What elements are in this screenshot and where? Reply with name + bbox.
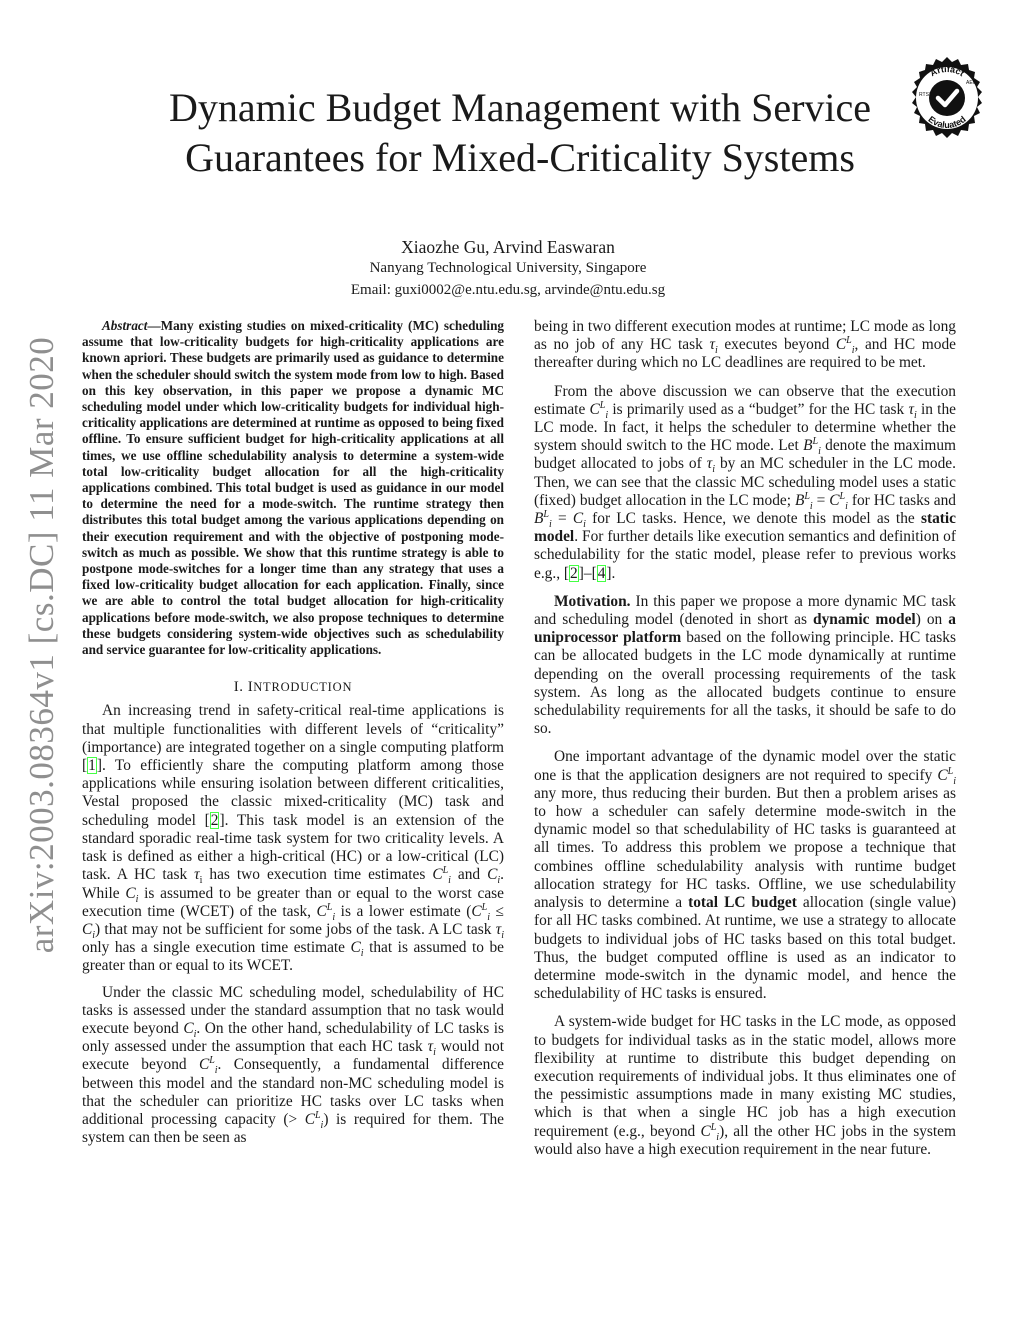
author-names: Xiaozhe Gu, Arvind Easwaran [401, 237, 615, 257]
static-model-term: static model [534, 510, 956, 546]
section-heading-introduction: I. INTRODUCTION [233, 679, 353, 696]
badge-bottom-text: Evaluated [926, 114, 968, 131]
citation-link[interactable]: 2 [210, 811, 219, 829]
abstract-text: —Many existing studies on mixed-criticality (MC) scheduling assume that low-criticality budgets for high-criticality applications are known apriori. These budgets are primarily used as guidance to determine when the scheduler should switch the system mode from low to high. Based on this key observation, in this paper we propose a dynamic MC scheduling model under which low-criticality budgets for individual high-criticality applications are determined at runtime as opposed to being fixed offline. To ensure sufficient budget for high-criticality applications at all times, we use offline schedulability analysis to determine a system-wide total low-criticality budget allocation for all the high-criticality applications combined. This total budget is used as guidance in our model to determine the need for a mode-switch. The runtime strategy then distributes this total budget among the various applications depending on their execution requirement and with the objective of postponing mode-switch as much as possible. We show that this runtime strategy is able to postpone mode-switches for a longer time than any strategy that uses a fixed low-criticality budget allocation for each application. Finally, since we are able to control the total budget allocation for high-criticality applications before mode-switch, we also propose techniques to determine these budgets considering system-wide objectives such as schedulability and service guarantee for low-criticality applications. [82, 318, 504, 658]
title-line-1: Dynamic Budget Management with Service [168, 85, 872, 130]
citation-link[interactable]: 4 [597, 564, 606, 582]
right-paragraph-1: being in two different execution modes at runtime; LC mode as long as no job of any HC task $\tau_i$ executes beyond $C^L_i$, and HC mode thereafter during which no LC deadlines are required to be met. [534, 318, 957, 372]
paper-title [110, 83, 930, 183]
badge-left-text: RTSS [919, 92, 933, 98]
right-paragraph-2: From the above discussion we can observe that the execution estimate $C^L_i$ is primarily used as a “budget” for the HC task $\tau_i$ in the LC mode. In fact, it helps the scheduler to determine whether the system should switch to the HC mode. Let $B^L_i$ denote the maximum budget allocated to jobs of $\tau_i$ by an MC scheduler in the LC mode. Then, we can see that the classic MC scheduling model uses a static (fixed) budget allocation in the LC mode; $B^L_i = C^L_i$ for HC tasks and $B^L_i = C_i$ for LC tasks. Hence, we denote this model as the static model. For further details like execution semantics and definition of schedulability for the static model, please refer to previous works e.g., [2]–[4]. [534, 382, 956, 582]
author-emails: Email: guxi0002@e.ntu.edu.sg, arvinde@ntu.edu.sg [350, 282, 666, 298]
motivation-paragraph: Motivation. In this paper we propose a more dynamic MC task and scheduling model (denoted in short as dynamic model) on a uniprocessor platform based on the following principle. HC tasks can be allocated budgets in the LC mode dynamically at runtime depending on the overall processing requirements of the task system. As long as the allocated budgets continue to ensure schedulability requirements for all the tasks, it should be safe to do so. [534, 592, 956, 738]
author-affiliation: Nanyang Technological University, Singapore [369, 260, 647, 276]
right-column [534, 318, 956, 1169]
arxiv-identifier: arXiv:2003.08364v1 [cs.DC] 11 Mar 2020 [22, 336, 61, 954]
citation-link[interactable]: 2 [570, 564, 578, 582]
right-paragraph-5: A system-wide budget for HC tasks in the LC mode, as opposed to budgets for individual tasks as in the static model, allows more flexibility at runtime to distribute this budget depending on execution requirements of individual jobs. It thus eliminates one of the pessimistic assumptions made in many existing MC studies, which is that when a single HC job has a high execution requirement (e.g., beyond $C^L_i$), all the other HC jobs in the system would also have a high execution requirement in the near future. [534, 1013, 956, 1158]
citation-link[interactable]: 1 [88, 757, 96, 775]
right-paragraph-4: One important advantage of the dynamic model over the static one is that the application designers are not required to specify $C^L_i$ any more, thus reducing their burden. But then a problem arises as to how a scheduler can safely determine mode-switch in the dynamic model so that schedulability of HC tasks is guaranteed at all times. To address this problem we propose a technique that combines offline schedulability analysis with runtime budget allocation strategy for HC tasks. Offline, we use schedulability analysis to determine a total LC budget allocation (single value) for all HC tasks combined. At runtime, we use a strategy to allocate budgets to individual jobs of HC tasks based on this total budget. Thus, the budget computed offline is used as an indicator to determine mode-switch in the dynamic model, and hence the schedulability of HC tasks is ensured. [534, 748, 956, 1003]
intro-paragraph-2: Under the classic MC scheduling model, schedulability of HC tasks is assessed under the standard assumption that no task would execute beyond $C_i$. On the other hand, schedulability of LC tasks is only assessed under the assumption that each HC task $\tau_i$ would not execute beyond $C^L_i$. Consequently, a fundamental difference between this model and the standard non-MC scheduling model is that the scheduler can prioritize HC tasks over LC tasks when additional processing capacity (> $C^L_i$) is required for them. The system can then be seen as [82, 983, 505, 1147]
left-column [82, 318, 504, 1155]
arxiv-sidebar-stamp [0, 336, 70, 954]
abstract [82, 318, 504, 658]
title-line-2: Guarantees for Mixed-Criticality Systems [185, 135, 855, 180]
intro-paragraph-1: An increasing trend in safety-critical real-time applications is that multiple functionalities with different levels of “criticality” (importance) are integrated together on a single computing platform [1]. To efficiently share the computing platform among those applications while ensuring isolation between different criticalities, Vestal proposed the classic mixed-criticality (MC) task and scheduling model [2]. This task model is an extension of the standard sporadic real-time task system for two criticality levels. A task is defined as either a high-critical (HC) or a low-critical (LC) task. A HC task $\tau_i$ has two execution time estimates $C^L_i$ and $C_i$. While $C_i$ is assumed to be greater than or equal to the worst case execution time (WCET) of the task, $C^L_i$ is a lower estimate $(C^L_i \le C_i)$ that may not be sufficient for some jobs of the task. A LC task $\tau_i$ only has a single execution time estimate $C_i$ that is assumed to be greater than or equal to its WCET. [82, 702, 504, 975]
badge-right-text: AEC [966, 80, 977, 86]
badge-top-text: Artifact [928, 63, 967, 79]
abstract-label: Abstract [102, 318, 148, 333]
motivation-lead: Motivation. [554, 592, 631, 610]
